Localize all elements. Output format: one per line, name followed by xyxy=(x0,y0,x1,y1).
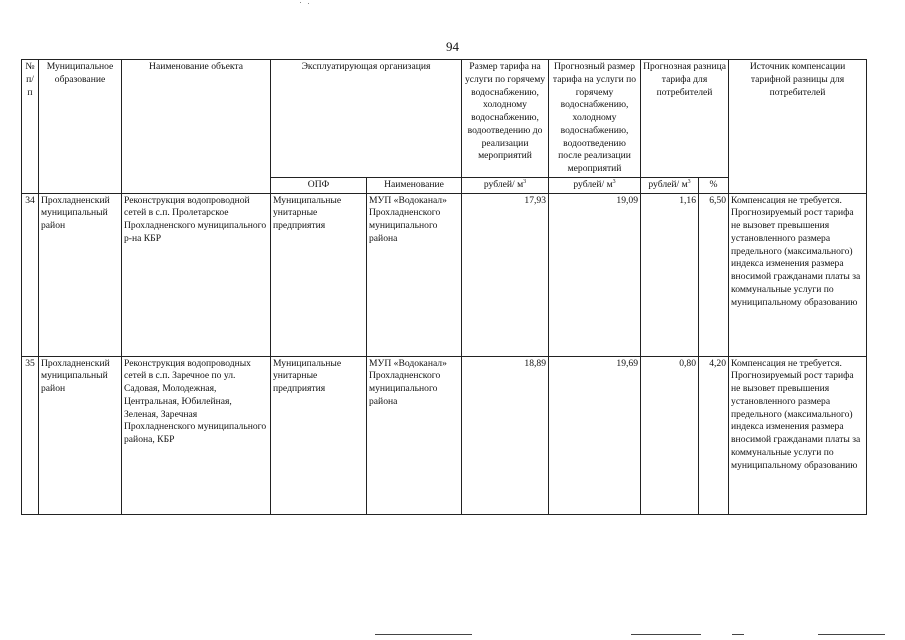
row-current-tariff: 17,93 xyxy=(462,193,549,356)
unit-exponent: 3 xyxy=(687,178,691,185)
row-compensation: Компенсация не требуется. Прогнозируемый рост тарифа не вызовет превышения установленного размера предельного (максимального) индекса изменения размера вносимой гражданами платы за коммунальные услуги по муниципальному образованию xyxy=(729,356,867,514)
row-operator-name: МУП «Водоканал» Прохладненского муниципального района xyxy=(367,356,462,514)
scan-line xyxy=(631,634,701,635)
row-compensation: Компенсация не требуется. Прогнозируемый рост тарифа не вызовет превышения установленного размера предельного (максимального) индекса изменения размера вносимой гражданами платы за коммунальные услуги по муниципальному образованию xyxy=(729,193,867,356)
scan-dot xyxy=(308,3,309,4)
row-opf: Муниципальные унитарные предприятия xyxy=(271,193,367,356)
table-row xyxy=(22,356,867,514)
row-municipality: Прохладненский муниципальный район xyxy=(39,356,122,514)
header-forecast-diff: Прогнозная разница тарифа для потребителей xyxy=(641,60,729,178)
row-forecast-tariff: 19,09 xyxy=(549,193,641,356)
table-row xyxy=(22,193,867,356)
row-diff-rub: 1,16 xyxy=(641,193,699,356)
row-operator-name: МУП «Водоканал» Прохладненского муниципального района xyxy=(367,193,462,356)
page-number: 94 xyxy=(446,39,459,54)
subheader-opf: ОПФ xyxy=(271,177,367,193)
row-object-name: Реконструкция водопроводной сетей в с.п. Пролетарское Прохладненского муниципального р-на КБР xyxy=(122,193,271,356)
scan-dot xyxy=(300,2,301,3)
unit-exponent: 3 xyxy=(612,178,616,185)
header-object-name: Наименование объекта xyxy=(122,60,271,194)
row-diff-pct: 4,20 xyxy=(699,356,729,514)
unit-label: рублей/ м xyxy=(573,178,613,190)
row-diff-pct: 6,50 xyxy=(699,193,729,356)
row-opf: Муниципальные унитарные предприятия xyxy=(271,356,367,514)
row-current-tariff: 18,89 xyxy=(462,356,549,514)
row-num: 35 xyxy=(22,356,39,514)
tariff-table xyxy=(21,59,867,515)
row-diff-rub: 0,80 xyxy=(641,356,699,514)
subheader-unit-current xyxy=(462,177,549,193)
scan-line xyxy=(375,634,472,635)
header-compensation-source: Источник компенсации тарифной разницы для потребителей xyxy=(729,60,867,194)
header-forecast-tariff: Прогнозный размер тарифа на услуги по горячему водоснабжению, холодному водоснабжению, водоотведению после реализации мероприятий xyxy=(549,60,641,178)
row-municipality: Прохладненский муниципальный район xyxy=(39,193,122,356)
header-current-tariff: Размер тарифа на услуги по горячему водоснабжению, холодному водоснабжению, водоотведению до реализации мероприятий xyxy=(462,60,549,178)
unit-label: рублей/ м xyxy=(648,178,688,190)
subheader-unit-forecast xyxy=(549,177,641,193)
header-num: № п/п xyxy=(22,60,39,194)
scan-line xyxy=(732,634,744,635)
header-row xyxy=(22,60,867,178)
unit-label: рублей/ м xyxy=(483,178,524,190)
header-operator: Эксплуатирующая организация xyxy=(271,60,462,178)
subheader-name: Наименование xyxy=(367,177,462,193)
header-municipality: Муниципальное образование xyxy=(39,60,122,194)
unit-exponent: 3 xyxy=(523,178,527,185)
subheader-unit-diff xyxy=(641,177,699,193)
row-forecast-tariff: 19,69 xyxy=(549,356,641,514)
subheader-percent: % xyxy=(699,177,729,193)
row-object-name: Реконструкция водопроводных сетей в с.п. Заречное по ул. Садовая, Молодежная, Центральная, Юбилейная, Зеленая, Заречная Прохладненского муниципального района, КБР xyxy=(122,356,271,514)
row-num: 34 xyxy=(22,193,39,356)
scan-line xyxy=(818,634,885,635)
